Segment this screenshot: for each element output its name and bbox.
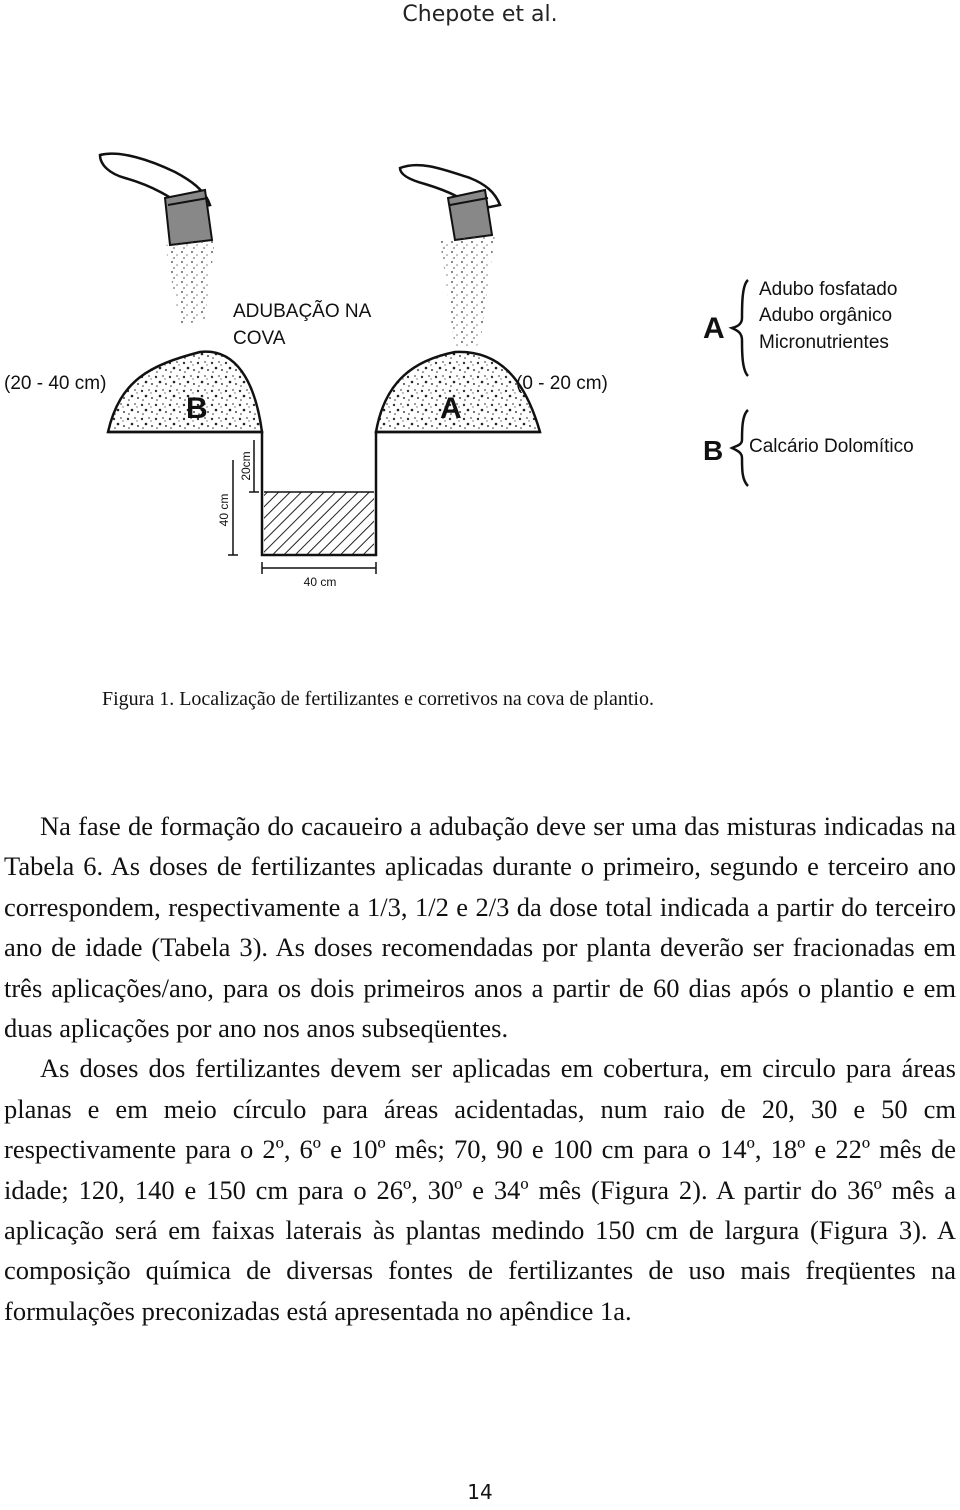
- page-number: 14: [467, 1480, 493, 1504]
- mound-a-letter: A: [440, 392, 462, 425]
- dim-20cm-vertical: 20cm: [239, 451, 253, 481]
- legend-a-item: Adubo fosfatado: [759, 279, 898, 300]
- hand-right-icon: [400, 165, 500, 240]
- paragraph: As doses dos fertilizantes devem ser aplicadas em cobertura, em circulo para áreas planas e em meio círculo para áreas acidentadas, num raio de 20, 30 e 50 cm respectivamente para o 2º, 6º e 10º mês; 70, 90 e 100 cm para o 14º, 18º e 22º mês de idade; 120, 140 e 150 cm para o 26º, 30º e 34º mês (Figura 2). A partir do 36º mês a aplicação será em faixas laterais às plantas medindo 150 cm de largura (Figura 3). A composição química de diversas fontes de fertilizantes de uso mais freqüentes na formulações preconizadas está apresentada no apêndice 1a.: [4, 1053, 956, 1326]
- figure-title-line1: ADUBAÇÃO NA: [233, 301, 372, 322]
- hole-filled-layer: [264, 492, 374, 554]
- legend-a-item: Adubo orgânico: [759, 305, 893, 326]
- paragraph: Na fase de formação do cacaueiro a adubação deve ser uma das misturas indicadas na Tabela 6. As doses de fertilizantes aplicadas durante o primeiro, segundo e terceiro ano correspondem, respectivamente a 1/3, 1/2 e 2/3 da dose total indicada a partir do terceiro ano de idade (Tabela 3). As doses recomendadas por planta deverão ser fracionadas em três aplicações/ano, para os dois primeiros anos a partir de 60 dias após o plantio e em duas aplicações por ano nos anos subseqüentes.: [4, 811, 956, 1044]
- legend-a-brace: [732, 280, 748, 376]
- running-head: Chepote et al.: [402, 2, 558, 27]
- hand-left-icon: [100, 154, 212, 245]
- body-text: [4, 806, 956, 1331]
- mound-b-letter: B: [186, 392, 208, 425]
- planting-hole-diagram: [0, 80, 960, 640]
- depth-b-label: (20 - 40 cm): [4, 373, 107, 394]
- soil-mound-b: [108, 352, 262, 432]
- fertilizer-spray-right: [440, 235, 495, 348]
- legend-a-item: Micronutrientes: [759, 332, 889, 353]
- depth-a-label: (0 - 20 cm): [516, 373, 608, 394]
- legend-b-item: Calcário Dolomítico: [749, 436, 914, 457]
- dim-40cm-horizontal: 40 cm: [303, 575, 337, 589]
- figure-title-line2: COVA: [233, 328, 286, 349]
- figure-planting-hole: [0, 80, 960, 640]
- dim-40cm-vertical: 40 cm: [217, 493, 231, 527]
- fertilizer-spray-left: [165, 240, 215, 325]
- figure-caption: Figura 1. Localização de fertilizantes e corretivos na cova de plantio.: [102, 688, 654, 710]
- legend-b-letter: B: [703, 435, 724, 466]
- legend-b-brace: [732, 410, 748, 486]
- legend-a-letter: A: [703, 312, 725, 345]
